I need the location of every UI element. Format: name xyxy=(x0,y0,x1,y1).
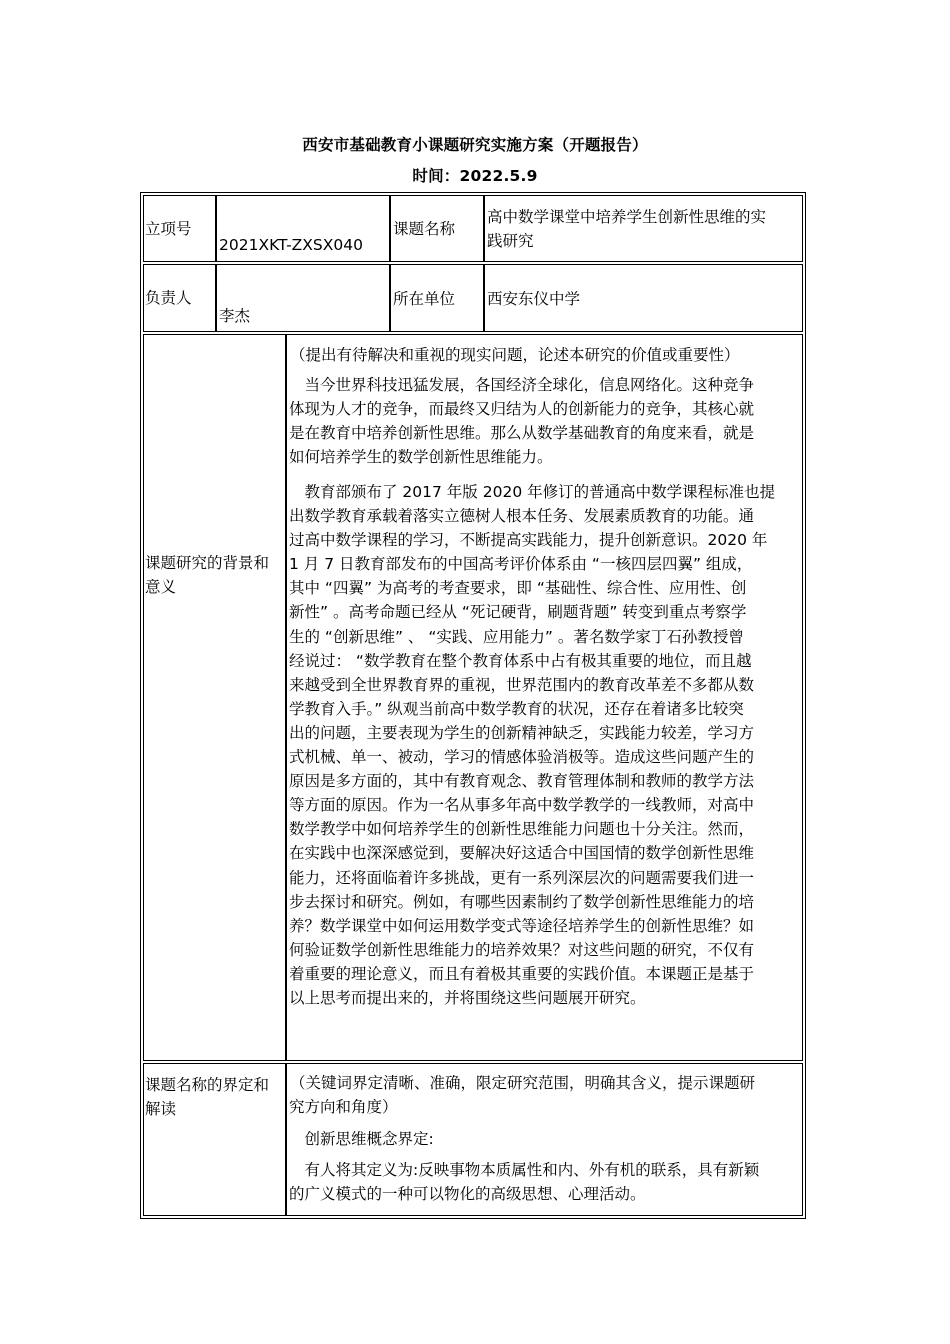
paragraph-line: 的广义模式的一种可以物化的高级思想、心理活动。 xyxy=(289,1185,646,1204)
paragraph-line: 何验证数学创新性思维能力的培养效果？对这些问题的研究，不仅有 xyxy=(289,940,755,959)
paragraph-line: 步去探讨和研究。例如，有哪些因素制约了数学创新性思维能力的培 xyxy=(289,892,755,911)
definition-label-line2: 解读 xyxy=(145,1100,177,1118)
paragraph-line: 养？数学课堂中如何运用数学变式等途径培养学生的创新性思维？如 xyxy=(289,916,755,935)
paragraph-line: 体现为人才的竞争，而最终又归结为人的创新能力的竞争，其核心就 xyxy=(289,400,755,419)
background-label-line1: 课题研究的背景和 xyxy=(145,554,270,572)
paragraph-line: 式机械、单一、被动，学习的情感体验消极等。造成这些问题产生的 xyxy=(289,748,755,767)
paragraph-line: 出的问题，主要表现为学生的创新精神缺乏，实践能力较差，学习方 xyxy=(289,723,755,742)
leader-label: 负责人 xyxy=(145,289,192,307)
paragraph-line: 学教育入手。” 纵观当前高中数学教育的状况，还存在着诸多比较突 xyxy=(289,699,744,718)
background-paragraph-2 xyxy=(289,480,775,1010)
background-label-cell xyxy=(143,334,286,1061)
topic-value-line2: 践研究 xyxy=(487,232,534,250)
paragraph-line: 是在教育中培养创新性思维。那么从数学基础教育的角度来看，就是 xyxy=(289,424,755,443)
definition-paragraph xyxy=(289,1158,759,1206)
topic-value-line1: 高中数学课堂中培养学生创新性思维的实 xyxy=(487,208,767,226)
project-no-value: 2021XKT-ZXSX040 xyxy=(219,236,363,254)
definition-hint-line1: （关键词界定清晰、准确，限定研究范围，明确其含义，提示课题研 xyxy=(290,1074,756,1092)
paragraph-line: 以上思考而提出来的，并将围绕这些问题展开研究。 xyxy=(289,988,646,1007)
background-hint: （提出有待解决和重视的现实问题，论述本研究的价值或重要性） xyxy=(290,346,740,364)
unit-value: 西安东仪中学 xyxy=(487,290,581,308)
project-no-label: 立项号 xyxy=(145,220,192,238)
paragraph-line: 出数学教育承载着落实立德树人根本任务、发展素质教育的功能。通 xyxy=(289,507,755,526)
paragraph-line: 生的 “创新思维” 、 “实践、应用能力” 。著名数学家丁石孙教授曾 xyxy=(289,627,744,646)
paragraph-line: 过高中数学课程的学习，不断提高实践能力，提升创新意识。2020 年 xyxy=(289,531,768,550)
paragraph-line: 原因是多方面的，其中有教育观念、教育管理体制和教师的教学方法 xyxy=(289,772,755,791)
paragraph-line: 在实践中也深深感觉到，要解决好这适合中国国情的数学创新性思维 xyxy=(289,844,755,863)
paragraph-line: 经说过： “数学教育在整个教育体系中占有极其重要的地位，而且越 xyxy=(289,651,752,670)
paragraph-line: 如何培养学生的数学创新性思维能力。 xyxy=(289,448,553,467)
topic-label: 课题名称 xyxy=(393,220,456,238)
leader-value: 李杰 xyxy=(219,307,251,325)
paragraph-line: 新性” 。高考命题已经从 “死记硬背，刷题背题” 转变到重点考察学 xyxy=(289,603,747,622)
paragraph-line: 等方面的原因。作为一名从事多年高中数学教学的一线教师，对高中 xyxy=(289,796,755,815)
paragraph-line: 当今世界科技迅猛发展，各国经济全球化，信息网络化。这种竞争 xyxy=(289,376,755,394)
background-paragraph-1 xyxy=(289,373,754,469)
paragraph-line: 教育部颁布了 2017 年版 2020 年修订的普通高中数学课程标准也提 xyxy=(289,483,776,501)
paragraph-line: 1 月 7 日教育部发布的中国高考评价体系由 “一核四层四翼” 组成， xyxy=(289,555,753,574)
unit-label: 所在单位 xyxy=(393,290,456,308)
paragraph-line: 其中 “四翼” 为高考的考查要求，即 “基础性、综合性、应用性、创 xyxy=(289,579,747,598)
definition-hint-line2: 究方向和角度） xyxy=(289,1098,398,1116)
definition-label-line1: 课题名称的界定和 xyxy=(145,1076,270,1094)
definition-subheading: 创新思维概念界定: xyxy=(289,1130,434,1148)
paragraph-line: 着重要的理论意义，而且有着极其重要的实践价值。本课题正是基于 xyxy=(289,964,755,983)
background-label-line2: 意义 xyxy=(145,578,177,596)
paragraph-line: 数学教学中如何培养学生的创新性思维能力问题也十分关注。然而， xyxy=(289,820,755,839)
document-date: 时间：2022.5.9 xyxy=(412,167,538,185)
paragraph-line: 能力，还将面临着许多挑战，更有一系列深层次的问题需要我们进一 xyxy=(289,868,755,887)
paragraph-line: 有人将其定义为:反映事物本质属性和内、外有机的联系，具有新颖 xyxy=(289,1161,760,1179)
document-title: 西安市基础教育小课题研究实施方案（开题报告） xyxy=(302,136,648,154)
paragraph-line: 来越受到全世界教育界的重视，世界范围内的教育改革差不多都从数 xyxy=(289,675,755,694)
